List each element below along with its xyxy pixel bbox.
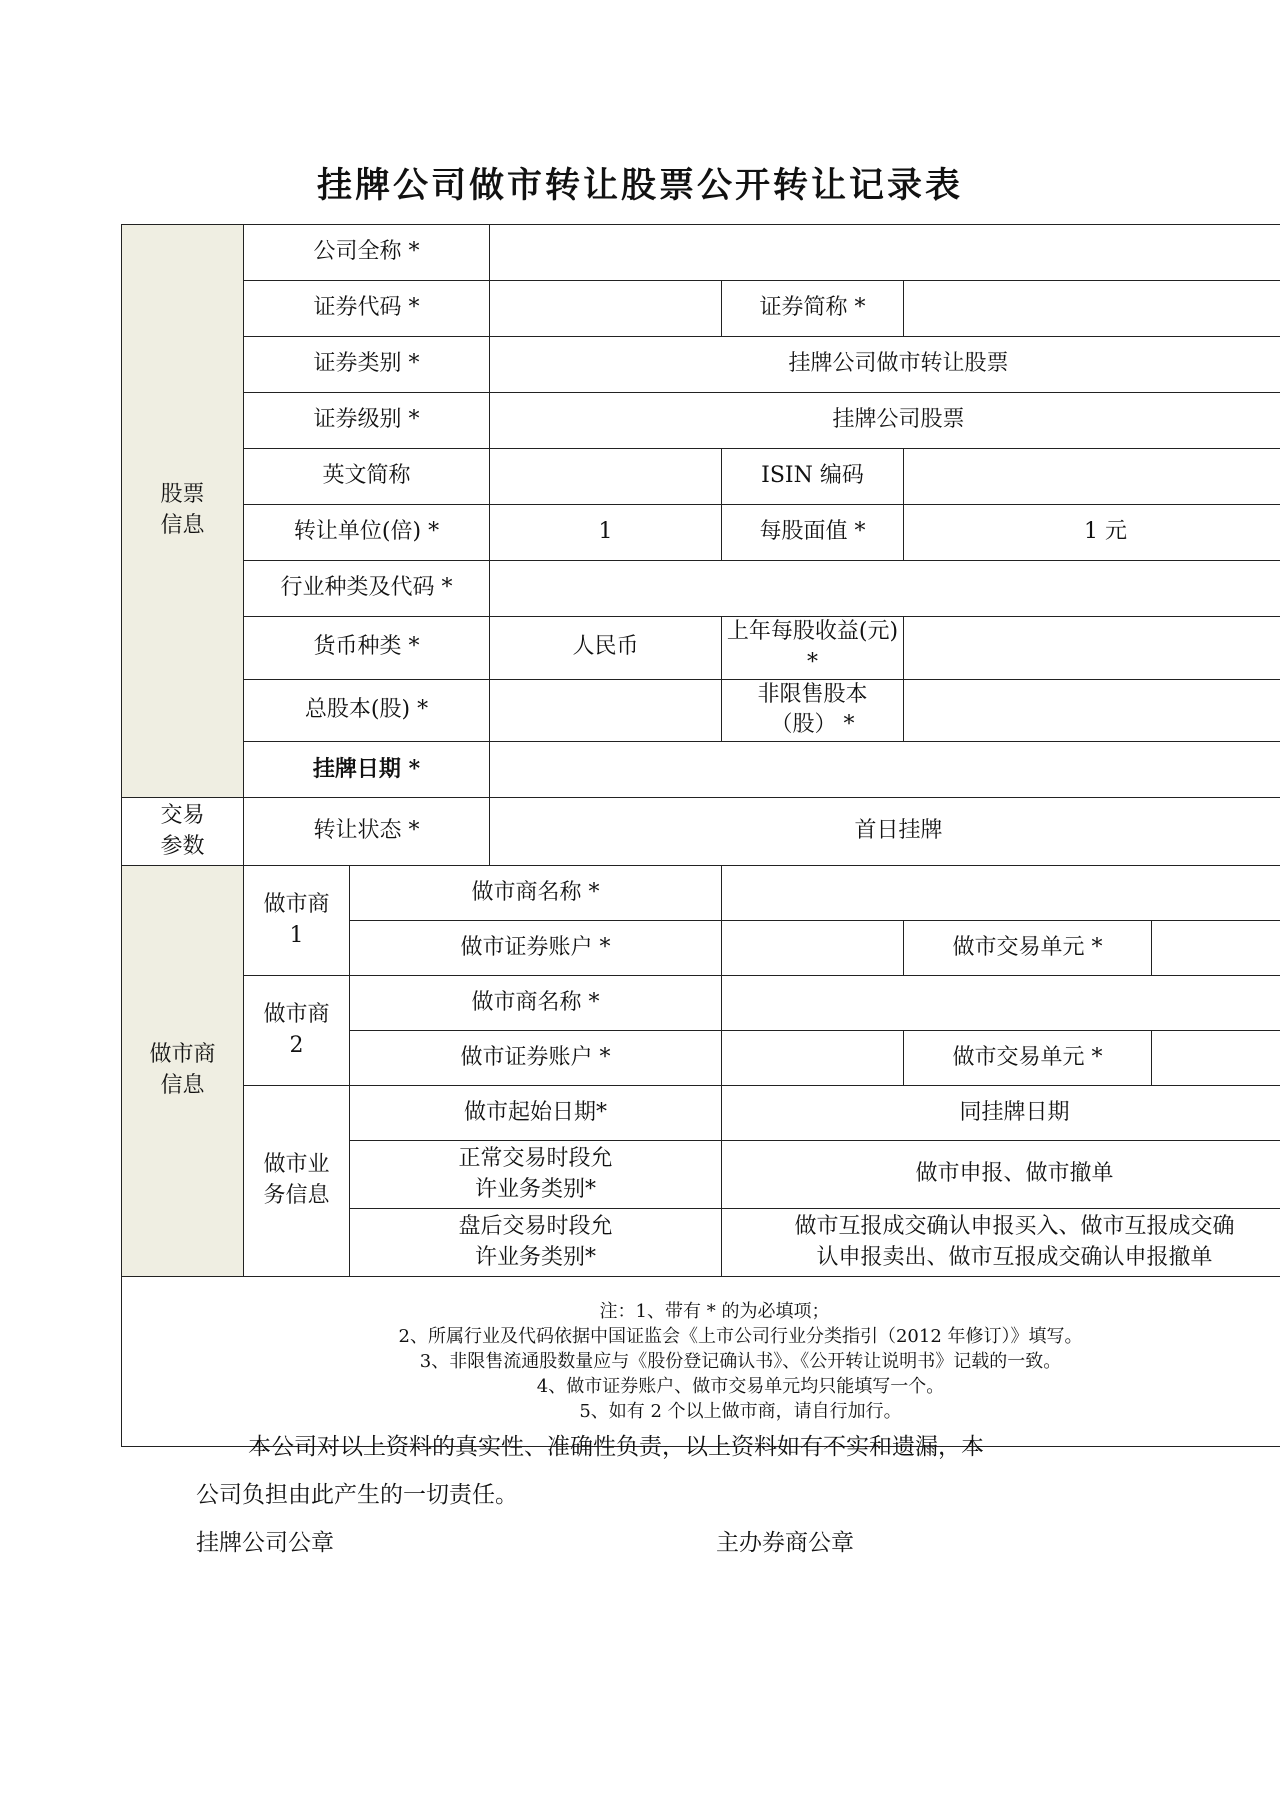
security-short-name-field[interactable] [904,281,1280,337]
transfer-status-label: 转让状态 * [244,798,490,866]
mm2-account-label: 做市证券账户 * [350,1031,722,1086]
company-name-label: 公司全称 * [244,225,490,281]
normal-session-label: 正常交易时段允 许业务类别* [350,1141,722,1209]
security-code-field[interactable] [490,281,722,337]
page-title: 挂牌公司做市转让股票公开转让记录表 [316,165,963,206]
listing-date-label: 挂牌日期 * [244,742,490,798]
security-level-label: 证券级别 * [244,393,490,449]
after-hours-label: 盘后交易时段允 许业务类别* [350,1209,722,1277]
section-trade-params: 交易 参数 [122,798,244,866]
english-short-name-label: 英文简称 [244,449,490,505]
note-5: 5、如有 2 个以上做市商，请自行加行。 [579,1401,902,1423]
mm1-account-field[interactable] [722,921,904,976]
note-2: 2、所属行业及代码依据中国证监会《上市公司行业分类指引（2012 年修订）》填写。 [398,1325,1083,1347]
transfer-unit-value[interactable]: 1 [490,505,722,561]
total-shares-field[interactable] [490,679,722,742]
mm1-name-label: 做市商名称 * [350,866,722,921]
total-shares-label: 总股本(股) * [244,679,490,742]
mm2-name-label: 做市商名称 * [350,976,722,1031]
note-3: 3、非限售流通股数量应与《股份登记确认书》、《公开转让说明书》记载的一致。 [419,1351,1062,1373]
statement-line-2: 公司负担由此产生的一切责任。 [196,1482,518,1508]
note-4: 4、做市证券账户、做市交易单元均只能填写一个。 [536,1376,945,1398]
section-market-maker-info: 做市商 信息 [122,866,244,1277]
security-category-label: 证券类别 * [244,337,490,393]
mm1-trading-unit-field[interactable] [1152,921,1280,976]
security-level-value[interactable]: 挂牌公司股票 [490,393,1280,449]
mm2-trading-unit-label: 做市交易单元 * [904,1031,1152,1086]
industry-field[interactable] [490,561,1280,617]
mm2-account-field[interactable] [722,1031,904,1086]
english-short-name-field[interactable] [490,449,722,505]
eps-label: 上年每股收益(元) * [722,617,904,680]
notes-block [122,1277,1280,1447]
mm-start-date-value[interactable]: 同挂牌日期 [722,1086,1280,1141]
after-hours-value[interactable]: 做市互报成交确认申报买入、做市互报成交确 认申报卖出、做市互报成交确认申报撤单 [722,1209,1280,1277]
transfer-status-value[interactable]: 首日挂牌 [490,798,1280,866]
mm1-trading-unit-label: 做市交易单元 * [904,921,1152,976]
security-short-name-label: 证券简称 * [722,281,904,337]
mm-business-label: 做市业 务信息 [244,1086,350,1277]
security-category-value[interactable]: 挂牌公司做市转让股票 [490,337,1280,393]
statement-line-1: 本公司对以上资料的真实性、准确性负责，以上资料如有不实和遗漏，本 [248,1434,984,1460]
mm1-name-field[interactable] [722,866,1280,921]
industry-label: 行业种类及代码 * [244,561,490,617]
mm-start-date-label: 做市起始日期* [350,1086,722,1141]
currency-value[interactable]: 人民币 [490,617,722,680]
transfer-record-form [121,224,1280,1447]
currency-label: 货币种类 * [244,617,490,680]
market-maker-2-label: 做市商 2 [244,976,350,1086]
market-maker-1-label: 做市商 1 [244,866,350,976]
transfer-unit-label: 转让单位(倍) * [244,505,490,561]
par-value-value[interactable]: 1 元 [904,505,1280,561]
note-1: 注：1、带有 * 的为必填项； [599,1300,830,1322]
broker-seal-label: 主办券商公章 [716,1530,854,1556]
par-value-label: 每股面值 * [722,505,904,561]
listing-date-field[interactable] [490,742,1280,798]
eps-field[interactable] [904,617,1280,680]
unrestricted-shares-field[interactable] [904,679,1280,742]
company-seal-label: 挂牌公司公章 [196,1530,334,1556]
isin-label: ISIN 编码 [722,449,904,505]
normal-session-value[interactable]: 做市申报、做市撤单 [722,1141,1280,1209]
section-stock-info: 股票 信息 [122,225,244,798]
isin-field[interactable] [904,449,1280,505]
mm1-account-label: 做市证券账户 * [350,921,722,976]
mm2-name-field[interactable] [722,976,1280,1031]
mm2-trading-unit-field[interactable] [1152,1031,1280,1086]
company-name-field[interactable] [490,225,1280,281]
unrestricted-shares-label: 非限售股本（股） * [722,679,904,742]
security-code-label: 证券代码 * [244,281,490,337]
